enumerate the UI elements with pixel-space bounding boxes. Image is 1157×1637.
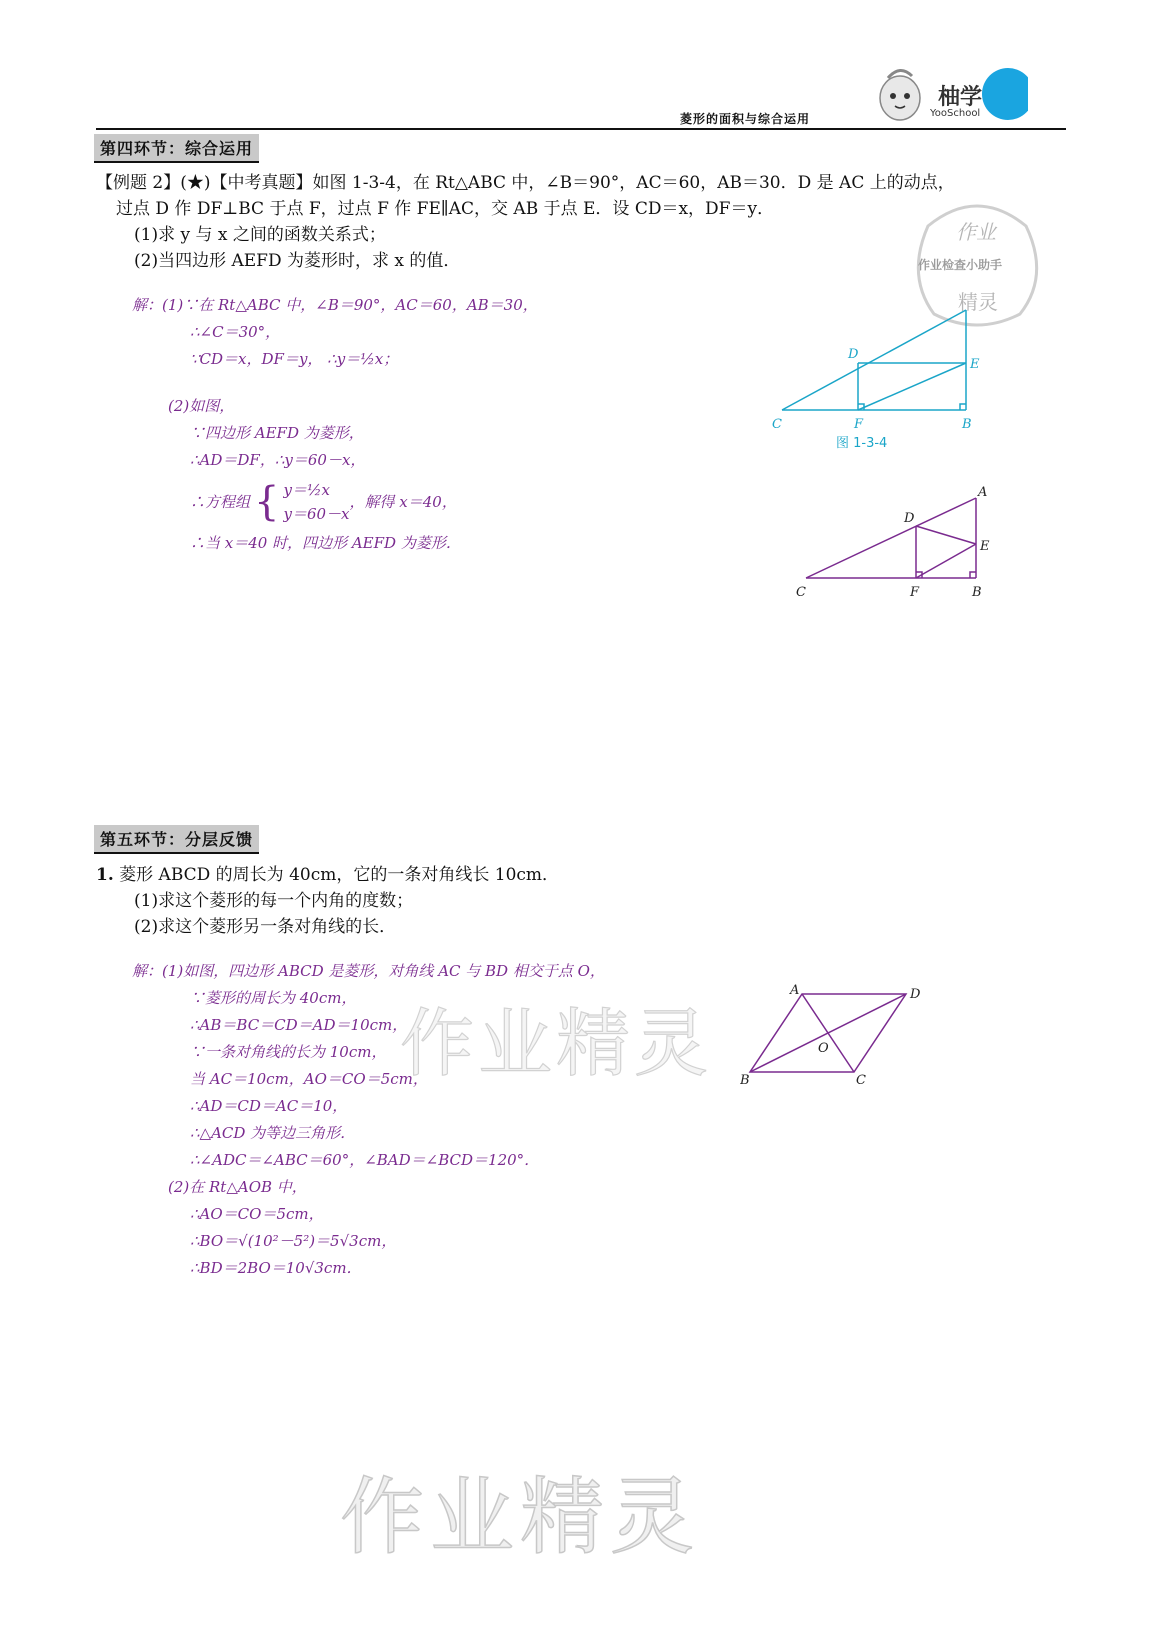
fig2-label-D: D	[904, 511, 915, 526]
sol5-l9: (2)在 Rt△AOB 中，	[168, 1178, 307, 1196]
solution-4	[132, 292, 538, 557]
sol5-l12: ∴BD＝2BO＝10√3cm．	[190, 1259, 362, 1277]
fig2-label-F: F	[910, 585, 920, 600]
fig1-label-B: B	[962, 417, 972, 432]
sol4-l6: ∴AD＝DF，∴y＝60－x，	[190, 451, 366, 469]
example2-line1: 【例题 2】(★)【中考真题】如图 1-3-4，在 Rt△ABC 中，∠B＝90°，AC＝60，AB＝30．D 是 AC 上的动点，	[96, 173, 955, 193]
fig3-diagonal-BD	[750, 994, 906, 1072]
example2-q1: (1)求 y 与 x 之间的函数关系式；	[134, 225, 386, 245]
example2-line2: 过点 D 作 DF⊥BC 于点 F，过点 F 作 FE∥AC，交 AB 于点 E．设 CD＝x，DF＝y．	[116, 199, 775, 219]
figure-1-caption: 图 1-3-4	[836, 436, 888, 451]
fig3-label-B: B	[740, 1073, 750, 1088]
sol4-l2: ∴∠C＝30°，	[190, 323, 281, 341]
problem1-text: 菱形 ABCD 的周长为 40cm，它的一条对角线长 10cm．	[119, 865, 560, 885]
sol4-l5: ∵四边形 AEFD 为菱形，	[190, 424, 364, 442]
sol4-l1: 解：(1)∵在 Rt△ABC 中，∠B＝90°，AC＝60，AB＝30，	[132, 296, 538, 314]
sol4-l8: ∴当 x＝40 时，四边形 AEFD 为菱形．	[190, 534, 461, 552]
fig2-label-E: E	[980, 539, 990, 554]
sol4-system	[132, 474, 538, 530]
fig3-label-O: O	[818, 1041, 829, 1056]
fig2-label-B: B	[972, 585, 982, 600]
sol5-l1: 解：(1)如图，四边形 ABCD 是菱形，对角线 AC 与 BD 相交于点 O，	[132, 962, 605, 980]
solution-5	[132, 958, 605, 1282]
fig1-label-F: F	[854, 417, 864, 432]
sol4-l3: ∵CD＝x，DF＝y， ∴y＝½x；	[190, 350, 399, 368]
brace-icon: {	[254, 479, 280, 525]
stamp-line1: 作业	[956, 220, 996, 244]
logo-brand: 柚学	[938, 85, 983, 110]
problem1-q1: (1)求这个菱形的每一个内角的度数；	[134, 891, 414, 911]
sol5-l11: ∴BO＝√(10²－5²)＝5√3cm，	[190, 1232, 397, 1250]
sol5-l2: ∵菱形的周长为 40cm，	[190, 989, 357, 1007]
fig2-label-A: A	[978, 485, 988, 500]
sol5-l8: ∴∠ADC＝∠ABC＝60°，∠BAD＝∠BCD＝120°．	[190, 1151, 540, 1169]
sol4-l7-prefix: ∴方程组	[190, 492, 251, 511]
fig1-right-angle-B	[960, 404, 966, 410]
logo-brand-en: YooSchool	[930, 108, 981, 119]
sol5-l3: ∴AB＝BC＝CD＝AD＝10cm，	[190, 1016, 408, 1034]
fig1-label-D: D	[848, 347, 859, 362]
stamp-line2: 作业检查小助手	[918, 258, 1003, 272]
sol5-l7: ∴△ACD 为等边三角形．	[190, 1124, 356, 1142]
stamp-line3: 精灵	[958, 290, 998, 314]
sol4-l7-suffix: ，解得 x＝40，	[349, 492, 457, 511]
section5-title: 第五环节：分层反馈	[94, 825, 259, 854]
fig3-label-A: A	[790, 983, 800, 998]
sol5-l10: ∴AO＝CO＝5cm，	[190, 1205, 324, 1223]
fig1-label-E: E	[970, 357, 980, 372]
sol4-l7-eq1: y＝½x	[283, 481, 330, 499]
fig3-label-D: D	[910, 987, 921, 1002]
section4-title: 第四环节：综合运用	[94, 134, 259, 163]
sol5-l4: ∵一条对角线的长为 10cm，	[190, 1043, 387, 1061]
sol4-l7-eq2: y＝60－x	[283, 505, 350, 523]
figure-rhombus-abcd	[740, 980, 940, 1090]
example2-q2: (2)当四边形 AEFD 为菱形时，求 x 的值．	[134, 251, 461, 271]
watermark-middle: 作业精灵	[400, 1001, 712, 1087]
sol5-l5: 当 AC＝10cm，AO＝CO＝5cm，	[190, 1070, 428, 1088]
sol5-l6: ∴AD＝CD＝AC＝10，	[190, 1097, 348, 1115]
sol4-l4: (2)如图，	[168, 397, 235, 415]
fig2-edge-CA	[806, 498, 976, 578]
fig2-edge-DE	[916, 526, 976, 544]
header-subtitle: 菱形的面积与综合运用	[680, 112, 811, 126]
problem1-line1	[96, 862, 559, 888]
fig1-label-C: C	[772, 417, 782, 432]
page-number: 8	[1034, 78, 1048, 102]
fig2-label-C: C	[796, 585, 806, 600]
fig2-right-angle-B	[970, 572, 976, 578]
fig1-edge-CA	[782, 310, 966, 410]
figure-rhombus-solution	[790, 480, 1010, 630]
watermark-bottom: 作业精灵	[340, 1468, 701, 1566]
problem1-number: 1.	[96, 865, 114, 885]
header-rule	[96, 128, 1066, 130]
fig1-edge-FE	[858, 363, 966, 410]
fig3-label-C: C	[856, 1073, 866, 1088]
problem1-q2: (2)求这个菱形另一条对角线的长．	[134, 917, 397, 937]
fig2-edge-FE	[916, 544, 976, 578]
